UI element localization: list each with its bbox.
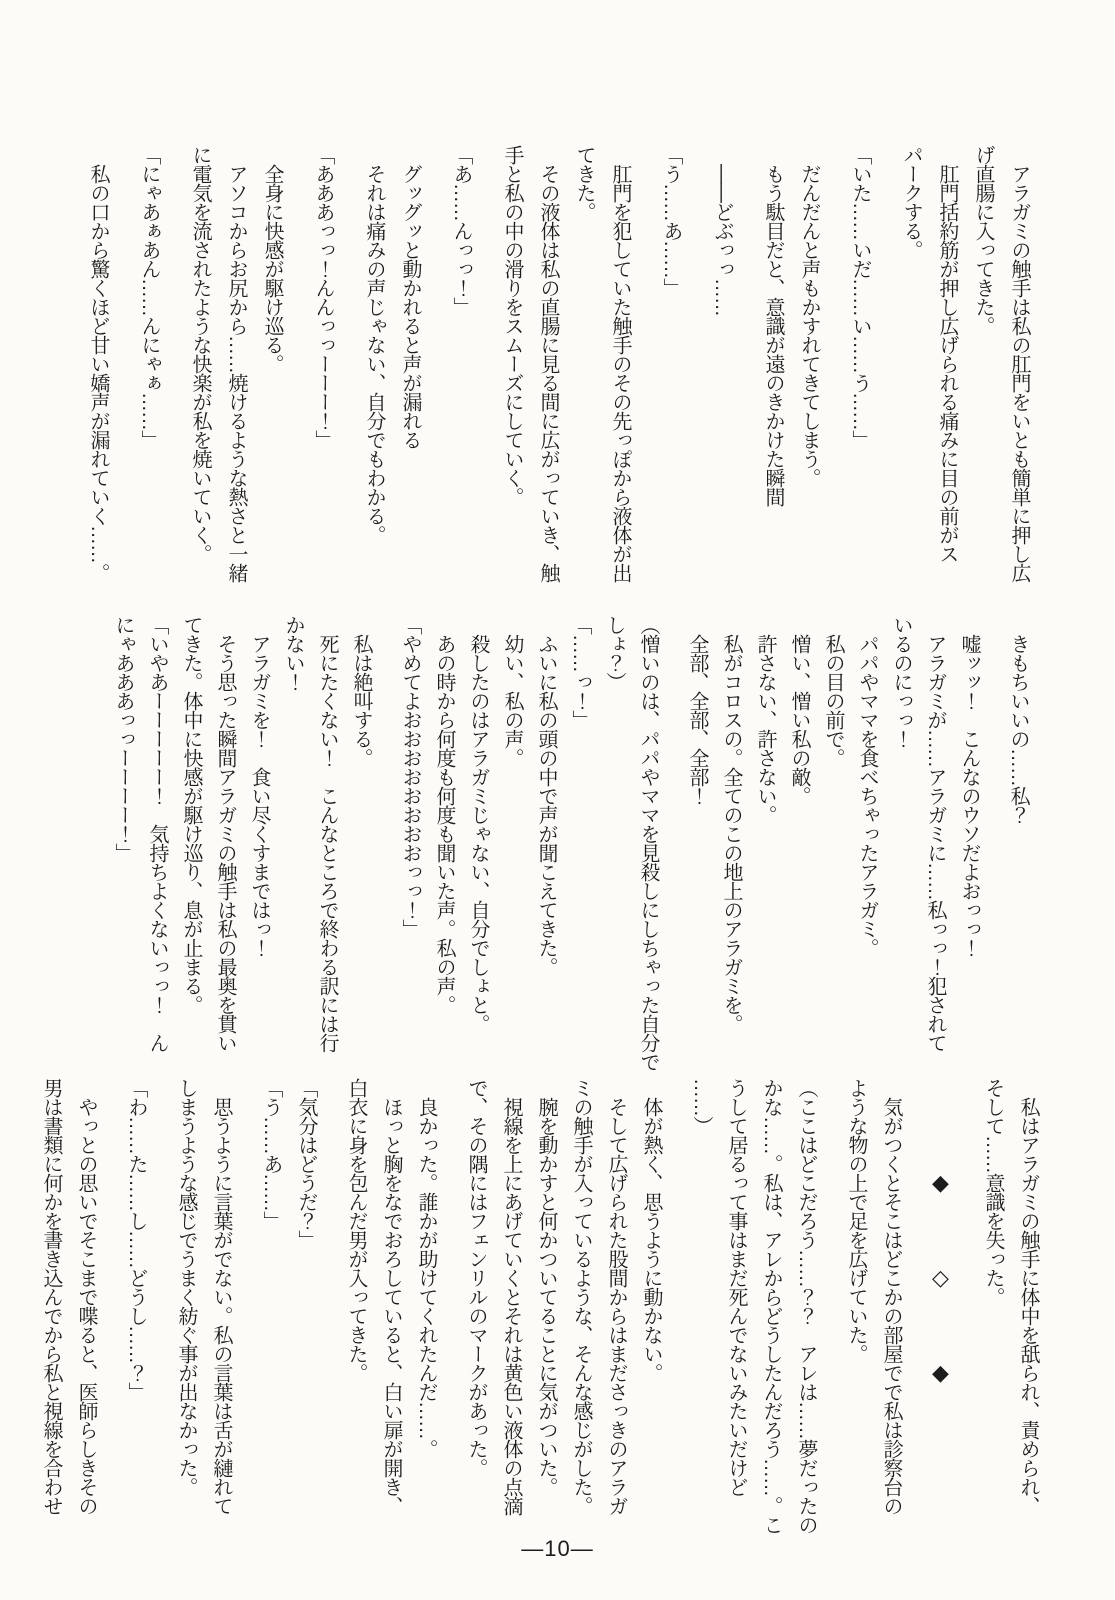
text-line: そして広げられた股間からはまださっきのアラガ	[605, 1078, 627, 1515]
text-line: てきた。	[573, 145, 595, 221]
text-line: いるのにっっ！	[890, 615, 912, 748]
text-line: 「気分はどうだ？」	[295, 1078, 317, 1249]
text-line: それは痛みの声じゃない、自分でもわかる。	[363, 145, 385, 544]
text-line: やっとの思いでそこまで喋ると、医師らしきその	[75, 1078, 97, 1515]
text-line: 「やめてよおおおおおおおおっっ！」	[399, 615, 421, 938]
text-line: 肛門括約筋が押し広げられる痛みに目の前がス	[936, 145, 958, 563]
text-line: 「にゃあぁあん……んにゃぁ……」	[138, 145, 160, 449]
text-line: パークする。	[900, 145, 922, 259]
text-line: パパやママを食べちゃったアラガミ。	[856, 615, 878, 957]
text-line: 「……っ！」	[569, 615, 591, 729]
text-line: 死にたくない！ こんなところで終わる訳には行	[316, 615, 338, 1052]
text-line: 男は書類に何かを書き込んでから私と視線を合わせ	[40, 1078, 62, 1515]
text-line: てきた。体中に快感が駆け巡り、息が止まる。	[180, 615, 202, 1014]
text-line: 私は絶叫する。	[350, 615, 372, 767]
text-line: 殺したのはアラガミじゃない、自分でしょと。	[467, 615, 489, 1033]
text-line: ……）	[690, 1078, 712, 1135]
text-line: 良かった。誰かが助けてくれたんだ……。	[415, 1078, 437, 1458]
text-line: アラガミが……アラガミに……私っっ！犯されて	[924, 615, 946, 1052]
section-divider: ◆◇◆	[929, 1170, 954, 1456]
text-section-3	[33, 1078, 1045, 1548]
text-line: 「う……あ……」	[260, 1078, 282, 1230]
text-line: そして……意識を失った。	[982, 1078, 1004, 1306]
text-line: 「あああっっ！んんっっーーー！」	[312, 145, 334, 449]
text-line: 気がつくとそこはどこかの部屋でで私は診察台の	[880, 1078, 902, 1515]
text-line: しまうような感じでうまく紡ぐ事が出なかった。	[175, 1078, 197, 1496]
text-line: 「いやあーーーーー！ 気持ちよくないっっ！ ん	[146, 615, 168, 1052]
text-line: ふいに私の頭の中で声が聞こえてきた。	[535, 615, 557, 976]
text-line: グッグッと動かれると声が漏れる	[399, 145, 421, 449]
text-line: ような物の上で足を広げていた。	[845, 1078, 867, 1363]
page-number: —10—	[521, 1536, 594, 1561]
text-line: 私がコロスの。全てのこの地上のアラガミを。	[720, 615, 742, 1033]
text-line: ほっと胸をなでおろしていると、白い扉が開き、	[380, 1078, 402, 1515]
text-line: かない！	[282, 615, 304, 691]
text-line: 嘘ッッ！ こんなのウソだよおっっ！	[958, 615, 980, 957]
text-line: 体が熱く、思うように動かない。	[640, 1078, 662, 1382]
text-line: 私の目の前で。	[822, 615, 844, 767]
text-line: あの時から何度も何度も聞いた声。私の声。	[433, 615, 455, 1014]
text-section-1	[80, 145, 1037, 615]
text-line: げ直腸に入ってきた。	[972, 145, 994, 335]
text-line: 「いた……いだ……い……う……」	[849, 145, 871, 449]
text-line: 幼い、私の声。	[501, 615, 523, 767]
text-line: アラガミを！ 食い尽くすまではっ！	[248, 615, 270, 957]
text-line: かな……。私は、アレからどうしたんだろう……。こ	[760, 1078, 782, 1534]
text-line: 許さない、許さない。	[754, 615, 776, 824]
text-line: きもちいいの……私？	[1007, 615, 1029, 824]
text-line: で、その隅にはフェンリルのマークがあった。	[465, 1078, 487, 1477]
text-line: 全部、全部、全部！	[686, 615, 708, 805]
text-line: うして居るって事はまだ死んでないみたいだけど	[725, 1078, 747, 1496]
text-line: アソコからお尻から……焼けるような熱さと一緒	[225, 145, 247, 582]
text-line: 「あ……んっっ！」	[450, 145, 472, 316]
text-line: 私の口から驚くほど甘い嬌声が漏れていく……。	[87, 145, 109, 582]
text-line: 私はアラガミの触手に体中を舐られ、責められ、	[1017, 1078, 1039, 1515]
text-line: その液体は私の直腸に見る間に広がっていき、触	[537, 145, 559, 582]
text-line: 肛門を犯していた触手のその先っぽから液体が出	[609, 145, 631, 582]
text-line: アラガミの触手は私の肛門をいとも簡単に押し広	[1008, 145, 1030, 582]
text-line: ミの触手が入っているような、そんな感じがした。	[570, 1078, 592, 1515]
text-line: 「わ……た……し……どうし……？」	[125, 1078, 147, 1401]
text-line: （ここはどこだろう……？？ アレは……夢だったの	[795, 1078, 817, 1534]
text-line: 憎い、憎い私の敵。	[788, 615, 810, 805]
text-line: そう思った瞬間アラガミの触手は私の最奥を貫い	[214, 615, 236, 1052]
text-line: 「う……あ……」	[660, 145, 682, 297]
text-line: しょ？）	[603, 615, 625, 691]
text-line: 思うように言葉がでない。私の言葉は舌が縺れて	[210, 1078, 232, 1515]
text-line: （憎いのは、パパやママを見殺しにしちゃった自分で	[637, 615, 659, 1071]
text-line: 腕を動かすと何かついてることに気がついた。	[535, 1078, 557, 1496]
text-line: だんだんと声もかすれてきてしまう。	[798, 145, 820, 487]
text-line: 白衣に身を包んだ男が入ってきた。	[345, 1078, 367, 1382]
text-line: 視線を上にあげていくとそれは黄色い液体の点滴	[500, 1078, 522, 1515]
text-line: 手と私の中の滑りをスムーズにしていく。	[501, 145, 523, 506]
text-line: ――どぶっっ……	[711, 145, 733, 316]
text-line: にゃあああっっーーーー！」	[112, 615, 134, 862]
text-line: に電気を流されたような快楽が私を焼いていく。	[189, 145, 211, 563]
text-line: 全身に快感が駆け巡る。	[261, 145, 283, 373]
text-line: もう駄目だと、意識が遠のきかけた瞬間	[762, 145, 784, 506]
text-section-2	[106, 615, 1035, 1070]
